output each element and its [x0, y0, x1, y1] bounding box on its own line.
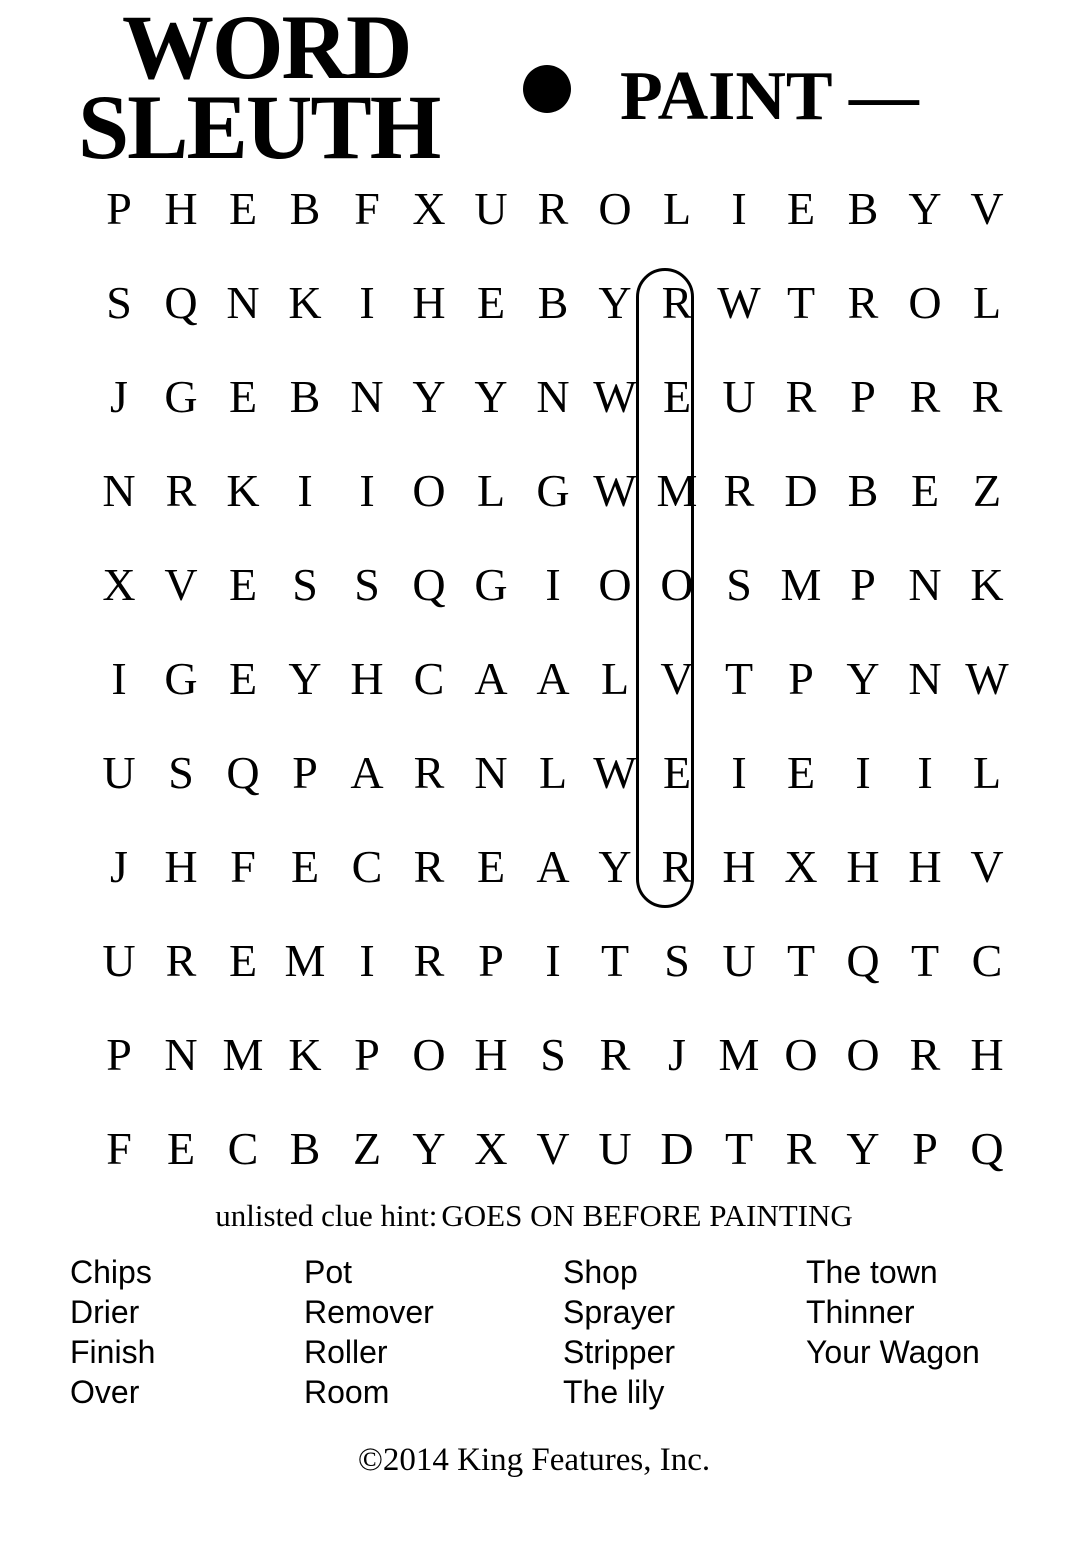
- grid-letter: L: [600, 653, 630, 704]
- grid-letter: M: [718, 1029, 760, 1080]
- grid-letter: R: [661, 841, 693, 892]
- grid-letter: P: [292, 747, 318, 798]
- grid-letter: L: [662, 183, 692, 234]
- grid-letter: V: [660, 653, 694, 704]
- grid-letter: O: [598, 559, 632, 610]
- grid-letter: T: [786, 935, 816, 986]
- grid-letter: J: [110, 371, 128, 422]
- grid-letter: N: [164, 1029, 198, 1080]
- grid-letter: H: [350, 653, 384, 704]
- copyright-notice: ©2014 King Features, Inc.: [357, 1442, 711, 1478]
- grid-letter: E: [662, 747, 692, 798]
- grid-letter: H: [846, 841, 880, 892]
- grid-letter: Y: [412, 371, 446, 422]
- grid-letter: O: [660, 559, 694, 610]
- title-word: WORD: [122, 0, 411, 98]
- grid-letter: D: [660, 1123, 694, 1174]
- grid-letter: P: [478, 935, 504, 986]
- grid-letter: R: [599, 1029, 631, 1080]
- grid-letter: K: [288, 1029, 322, 1080]
- grid-letter: N: [474, 747, 508, 798]
- grid-letter: N: [536, 371, 570, 422]
- grid-letter: U: [722, 935, 756, 986]
- grid-letter: E: [662, 371, 692, 422]
- grid-letter: O: [598, 183, 632, 234]
- grid-letter: X: [412, 183, 446, 234]
- grid-letter: A: [536, 653, 570, 704]
- grid-letter: I: [111, 653, 127, 704]
- clue-word: The lily: [563, 1374, 665, 1410]
- grid-letter: W: [717, 277, 761, 328]
- grid-letter: P: [788, 653, 814, 704]
- grid-letter: F: [106, 1123, 132, 1174]
- grid-letter: M: [222, 1029, 264, 1080]
- hint-line: [0, 1198, 1068, 1234]
- clue-word: Stripper: [563, 1334, 676, 1370]
- grid-letter: V: [970, 841, 1004, 892]
- grid-letter: X: [474, 1123, 508, 1174]
- grid-row: [88, 1102, 1018, 1196]
- grid-letter: H: [164, 841, 198, 892]
- grid-letter: P: [354, 1029, 380, 1080]
- grid-letter: U: [722, 371, 756, 422]
- grid-letter: Y: [598, 841, 632, 892]
- grid-letter: N: [908, 653, 942, 704]
- grid-letter: I: [297, 465, 313, 516]
- clue-word: Room: [304, 1374, 390, 1410]
- grid-row: [88, 632, 1018, 726]
- grid-letter: Z: [352, 1123, 382, 1174]
- grid-letter: P: [850, 371, 876, 422]
- clue-column-2: [304, 1252, 434, 1412]
- grid-letter: H: [908, 841, 942, 892]
- clue-word: Over: [70, 1374, 140, 1410]
- grid-letter: B: [289, 183, 321, 234]
- grid-letter: E: [228, 935, 258, 986]
- grid-letter: G: [474, 559, 508, 610]
- grid-letter: C: [413, 653, 445, 704]
- grid-letter: W: [593, 371, 637, 422]
- clue-word: Pot: [304, 1254, 353, 1290]
- clue-word: Thinner: [806, 1294, 915, 1330]
- grid-letter: U: [102, 747, 136, 798]
- grid-letter: S: [664, 935, 690, 986]
- clue-word: Sprayer: [563, 1294, 676, 1330]
- grid-letter: I: [731, 747, 747, 798]
- grid-letter: C: [227, 1123, 259, 1174]
- grid-letter: I: [359, 465, 375, 516]
- grid-letter: Z: [972, 465, 1002, 516]
- grid-letter: L: [972, 747, 1002, 798]
- grid-letter: Y: [846, 653, 880, 704]
- grid-letter: Q: [164, 277, 198, 328]
- grid-letter: O: [846, 1029, 880, 1080]
- grid-letter: E: [228, 183, 258, 234]
- grid-letter: P: [106, 1029, 132, 1080]
- grid-letter: O: [908, 277, 942, 328]
- grid-letter: E: [910, 465, 940, 516]
- bullet-icon: [523, 65, 571, 113]
- grid-letter: E: [290, 841, 320, 892]
- grid-letter: E: [476, 841, 506, 892]
- grid-letter: V: [970, 183, 1004, 234]
- grid-letter: H: [412, 277, 446, 328]
- title-sleuth: SLEUTH: [78, 76, 440, 178]
- grid-letter: B: [289, 1123, 321, 1174]
- grid-letter: Y: [288, 653, 322, 704]
- grid-letter: S: [726, 559, 752, 610]
- grid-letter: K: [970, 559, 1004, 610]
- grid-letter: F: [230, 841, 256, 892]
- grid-letter: P: [912, 1123, 938, 1174]
- grid-letter: R: [971, 371, 1003, 422]
- grid-letter: R: [165, 465, 197, 516]
- grid-letter: R: [723, 465, 755, 516]
- grid-letter: R: [847, 277, 879, 328]
- grid-letter: H: [970, 1029, 1004, 1080]
- grid-letter: E: [228, 559, 258, 610]
- grid-letter: B: [847, 465, 879, 516]
- grid-letter: Y: [846, 1123, 880, 1174]
- grid-letter: S: [106, 277, 132, 328]
- grid-letter: O: [784, 1029, 818, 1080]
- grid-row: [88, 820, 1018, 914]
- grid-letter: C: [971, 935, 1003, 986]
- grid-letter: R: [413, 747, 445, 798]
- grid-letter: R: [909, 371, 941, 422]
- grid-letter: W: [593, 747, 637, 798]
- grid-letter: F: [354, 183, 380, 234]
- grid-letter: E: [166, 1123, 196, 1174]
- grid-letter: S: [168, 747, 194, 798]
- grid-letter: T: [600, 935, 630, 986]
- grid-letter: Y: [474, 371, 508, 422]
- grid-letter: I: [545, 935, 561, 986]
- grid-letter: I: [855, 747, 871, 798]
- clue-column-3: [563, 1252, 675, 1412]
- grid-letter: P: [106, 183, 132, 234]
- grid-row: [88, 1008, 1018, 1102]
- grid-letter: B: [289, 371, 321, 422]
- hint-label: unlisted clue hint:: [215, 1198, 438, 1233]
- grid-letter: N: [226, 277, 260, 328]
- grid-letter: E: [786, 183, 816, 234]
- grid-letter: M: [780, 559, 822, 610]
- clue-word: Roller: [304, 1334, 388, 1370]
- grid-row: [88, 256, 1018, 350]
- clue-word: Remover: [304, 1294, 434, 1330]
- grid-letter: R: [537, 183, 569, 234]
- grid-letter: R: [413, 841, 445, 892]
- grid-letter: X: [784, 841, 818, 892]
- clue-column-4: [806, 1252, 980, 1372]
- grid-letter: H: [164, 183, 198, 234]
- grid-letter: B: [537, 277, 569, 328]
- grid-letter: J: [668, 1029, 686, 1080]
- grid-letter: I: [359, 277, 375, 328]
- grid-letter: V: [164, 559, 198, 610]
- grid-letter: L: [476, 465, 506, 516]
- grid-letter: R: [909, 1029, 941, 1080]
- grid-row: [88, 162, 1018, 256]
- hint-text: GOES ON BEFORE PAINTING: [441, 1198, 853, 1233]
- grid-letter: K: [226, 465, 260, 516]
- grid-letter: E: [228, 371, 258, 422]
- clue-word: The town: [806, 1254, 938, 1290]
- grid-letter: A: [474, 653, 508, 704]
- grid-letter: U: [102, 935, 136, 986]
- grid-letter: K: [288, 277, 322, 328]
- grid-letter: P: [850, 559, 876, 610]
- grid-letter: Y: [908, 183, 942, 234]
- clue-word: Drier: [70, 1294, 140, 1330]
- grid-letter: Q: [412, 559, 446, 610]
- circled-word-remover: [636, 268, 694, 908]
- grid-letter: B: [847, 183, 879, 234]
- grid-letter: S: [354, 559, 380, 610]
- grid-letter: Q: [970, 1123, 1004, 1174]
- grid-letter: A: [350, 747, 384, 798]
- grid-letter: Y: [412, 1123, 446, 1174]
- grid-letter: G: [164, 653, 198, 704]
- grid-letter: W: [965, 653, 1009, 704]
- grid-letter: N: [102, 465, 136, 516]
- grid-letter: O: [412, 1029, 446, 1080]
- grid-letter: U: [598, 1123, 632, 1174]
- grid-letter: T: [724, 1123, 754, 1174]
- grid-letter: W: [593, 465, 637, 516]
- grid-letter: J: [110, 841, 128, 892]
- grid-letter: R: [785, 371, 817, 422]
- grid-letter: M: [284, 935, 326, 986]
- grid-letter: R: [165, 935, 197, 986]
- grid-letter: O: [412, 465, 446, 516]
- grid-letter: R: [661, 277, 693, 328]
- grid-letter: E: [476, 277, 506, 328]
- grid-letter: I: [731, 183, 747, 234]
- grid-letter: T: [724, 653, 754, 704]
- grid-letter: C: [351, 841, 383, 892]
- clue-word: Chips: [70, 1254, 152, 1290]
- grid-letter: I: [917, 747, 933, 798]
- puzzle-theme: PAINT —: [620, 58, 919, 135]
- grid-letter: Q: [226, 747, 260, 798]
- grid-row: [88, 726, 1018, 820]
- grid-letter: R: [413, 935, 445, 986]
- grid-letter: U: [474, 183, 508, 234]
- clue-word: Shop: [563, 1254, 638, 1290]
- grid-letter: V: [536, 1123, 570, 1174]
- clue-word: Finish: [70, 1334, 156, 1370]
- grid-letter: D: [784, 465, 818, 516]
- grid-letter: E: [228, 653, 258, 704]
- clue-word: Your Wagon: [806, 1334, 980, 1370]
- grid-letter: S: [292, 559, 318, 610]
- grid-letter: M: [656, 465, 698, 516]
- grid-letter: R: [785, 1123, 817, 1174]
- grid-letter: H: [722, 841, 756, 892]
- grid-letter: L: [538, 747, 568, 798]
- grid-letter: T: [910, 935, 940, 986]
- grid-letter: Q: [846, 935, 880, 986]
- grid-letter: N: [350, 371, 384, 422]
- grid-row: [88, 444, 1018, 538]
- grid-row: [88, 914, 1018, 1008]
- grid-letter: I: [359, 935, 375, 986]
- grid-letter: T: [786, 277, 816, 328]
- grid-letter: G: [164, 371, 198, 422]
- grid-letter: X: [102, 559, 136, 610]
- clue-column-1: [70, 1252, 155, 1412]
- grid-letter: Y: [598, 277, 632, 328]
- grid-row: [88, 350, 1018, 444]
- grid-letter: I: [545, 559, 561, 610]
- grid-letter: G: [536, 465, 570, 516]
- grid-letter: S: [540, 1029, 566, 1080]
- letter-grid: [88, 162, 1018, 1192]
- grid-letter: A: [536, 841, 570, 892]
- grid-row: [88, 538, 1018, 632]
- grid-letter: L: [972, 277, 1002, 328]
- grid-letter: E: [786, 747, 816, 798]
- grid-letter: N: [908, 559, 942, 610]
- grid-letter: H: [474, 1029, 508, 1080]
